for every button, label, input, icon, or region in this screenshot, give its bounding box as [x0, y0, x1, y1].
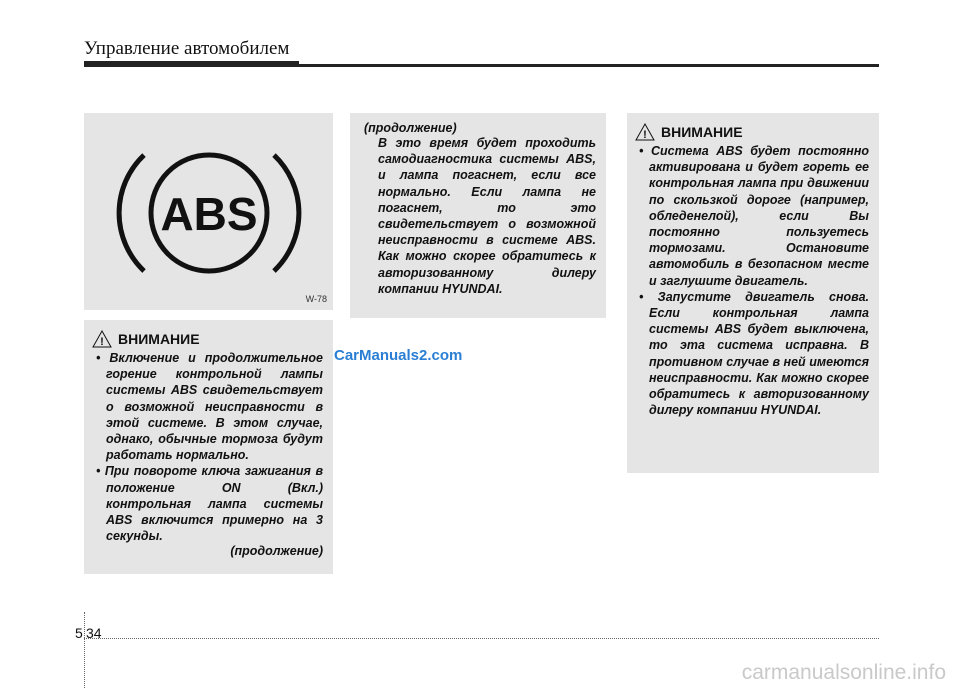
footer-vertical-rule: [84, 612, 85, 688]
continued-label: (продолжение): [230, 544, 323, 559]
page-header-title: Управление автомобилем: [84, 38, 290, 59]
svg-text:!: !: [100, 336, 104, 348]
caution-title: ВНИМАНИЕ: [118, 331, 200, 347]
warning-triangle-icon: [635, 123, 655, 141]
abs-illustration-panel: [84, 113, 333, 310]
header-rule: [84, 64, 879, 67]
figure-code: W-78: [305, 294, 327, 304]
warning-triangle-icon: [92, 330, 112, 348]
site-watermark[interactable]: carmanualsonline.info: [741, 661, 946, 684]
continued-label: (продолжение): [364, 121, 457, 135]
abs-icon-label: ABS: [160, 188, 258, 240]
caution-item: • Система ABS будет постоянно активирована и будет гореть ее контрольная лампа при движении по скользкой дороге (например, обледенелой), если Вы постоянно пользуетесь тормозами. Остановите автомобиль в безопасном месте и заглушите двигатель.: [639, 144, 869, 288]
caution-panel-3: [627, 113, 879, 473]
caution-item: • При повороте ключа зажигания в положение ON (Вкл.) контрольная лампа системы ABS включится примерно на 3 секунды.: [96, 464, 323, 544]
footer-rule: [84, 638, 879, 639]
section-number: 5: [75, 625, 83, 641]
caution-item: • Включение и продолжительное горение контрольной лампы системы ABS свидетельствует о возможной неисправности в этой системе. В этом случае, однако, обычные тормоза будут работать нормально.: [96, 351, 323, 463]
caution-panel-1: [84, 320, 333, 574]
caution-item: • Запустите двигатель снова. Если контрольная лампа системы ABS будет выключена, то эта система исправна. В противном случае в ней имеются неисправности. Как можно скорее обратитесь к авторизованному дилеру компании HYUNDAI.: [639, 289, 869, 418]
abs-warning-icon: [114, 133, 304, 293]
caution-continued-text: В это время будет проходить самодиагностика системы ABS, и лампа погаснет, если все нормально. Если лампа не погаснет, то это свидетельствует о возможной неисправности в системе ABS. Как можно скорее обратитесь к авторизованному дилеру компании HYUNDAI.: [378, 136, 596, 296]
svg-text:!: !: [643, 129, 647, 141]
watermark-link[interactable]: CarManuals2.com: [334, 347, 463, 364]
caution-title: ВНИМАНИЕ: [661, 124, 743, 140]
page-number: 34: [86, 625, 102, 641]
caution-panel-2: [350, 113, 606, 318]
